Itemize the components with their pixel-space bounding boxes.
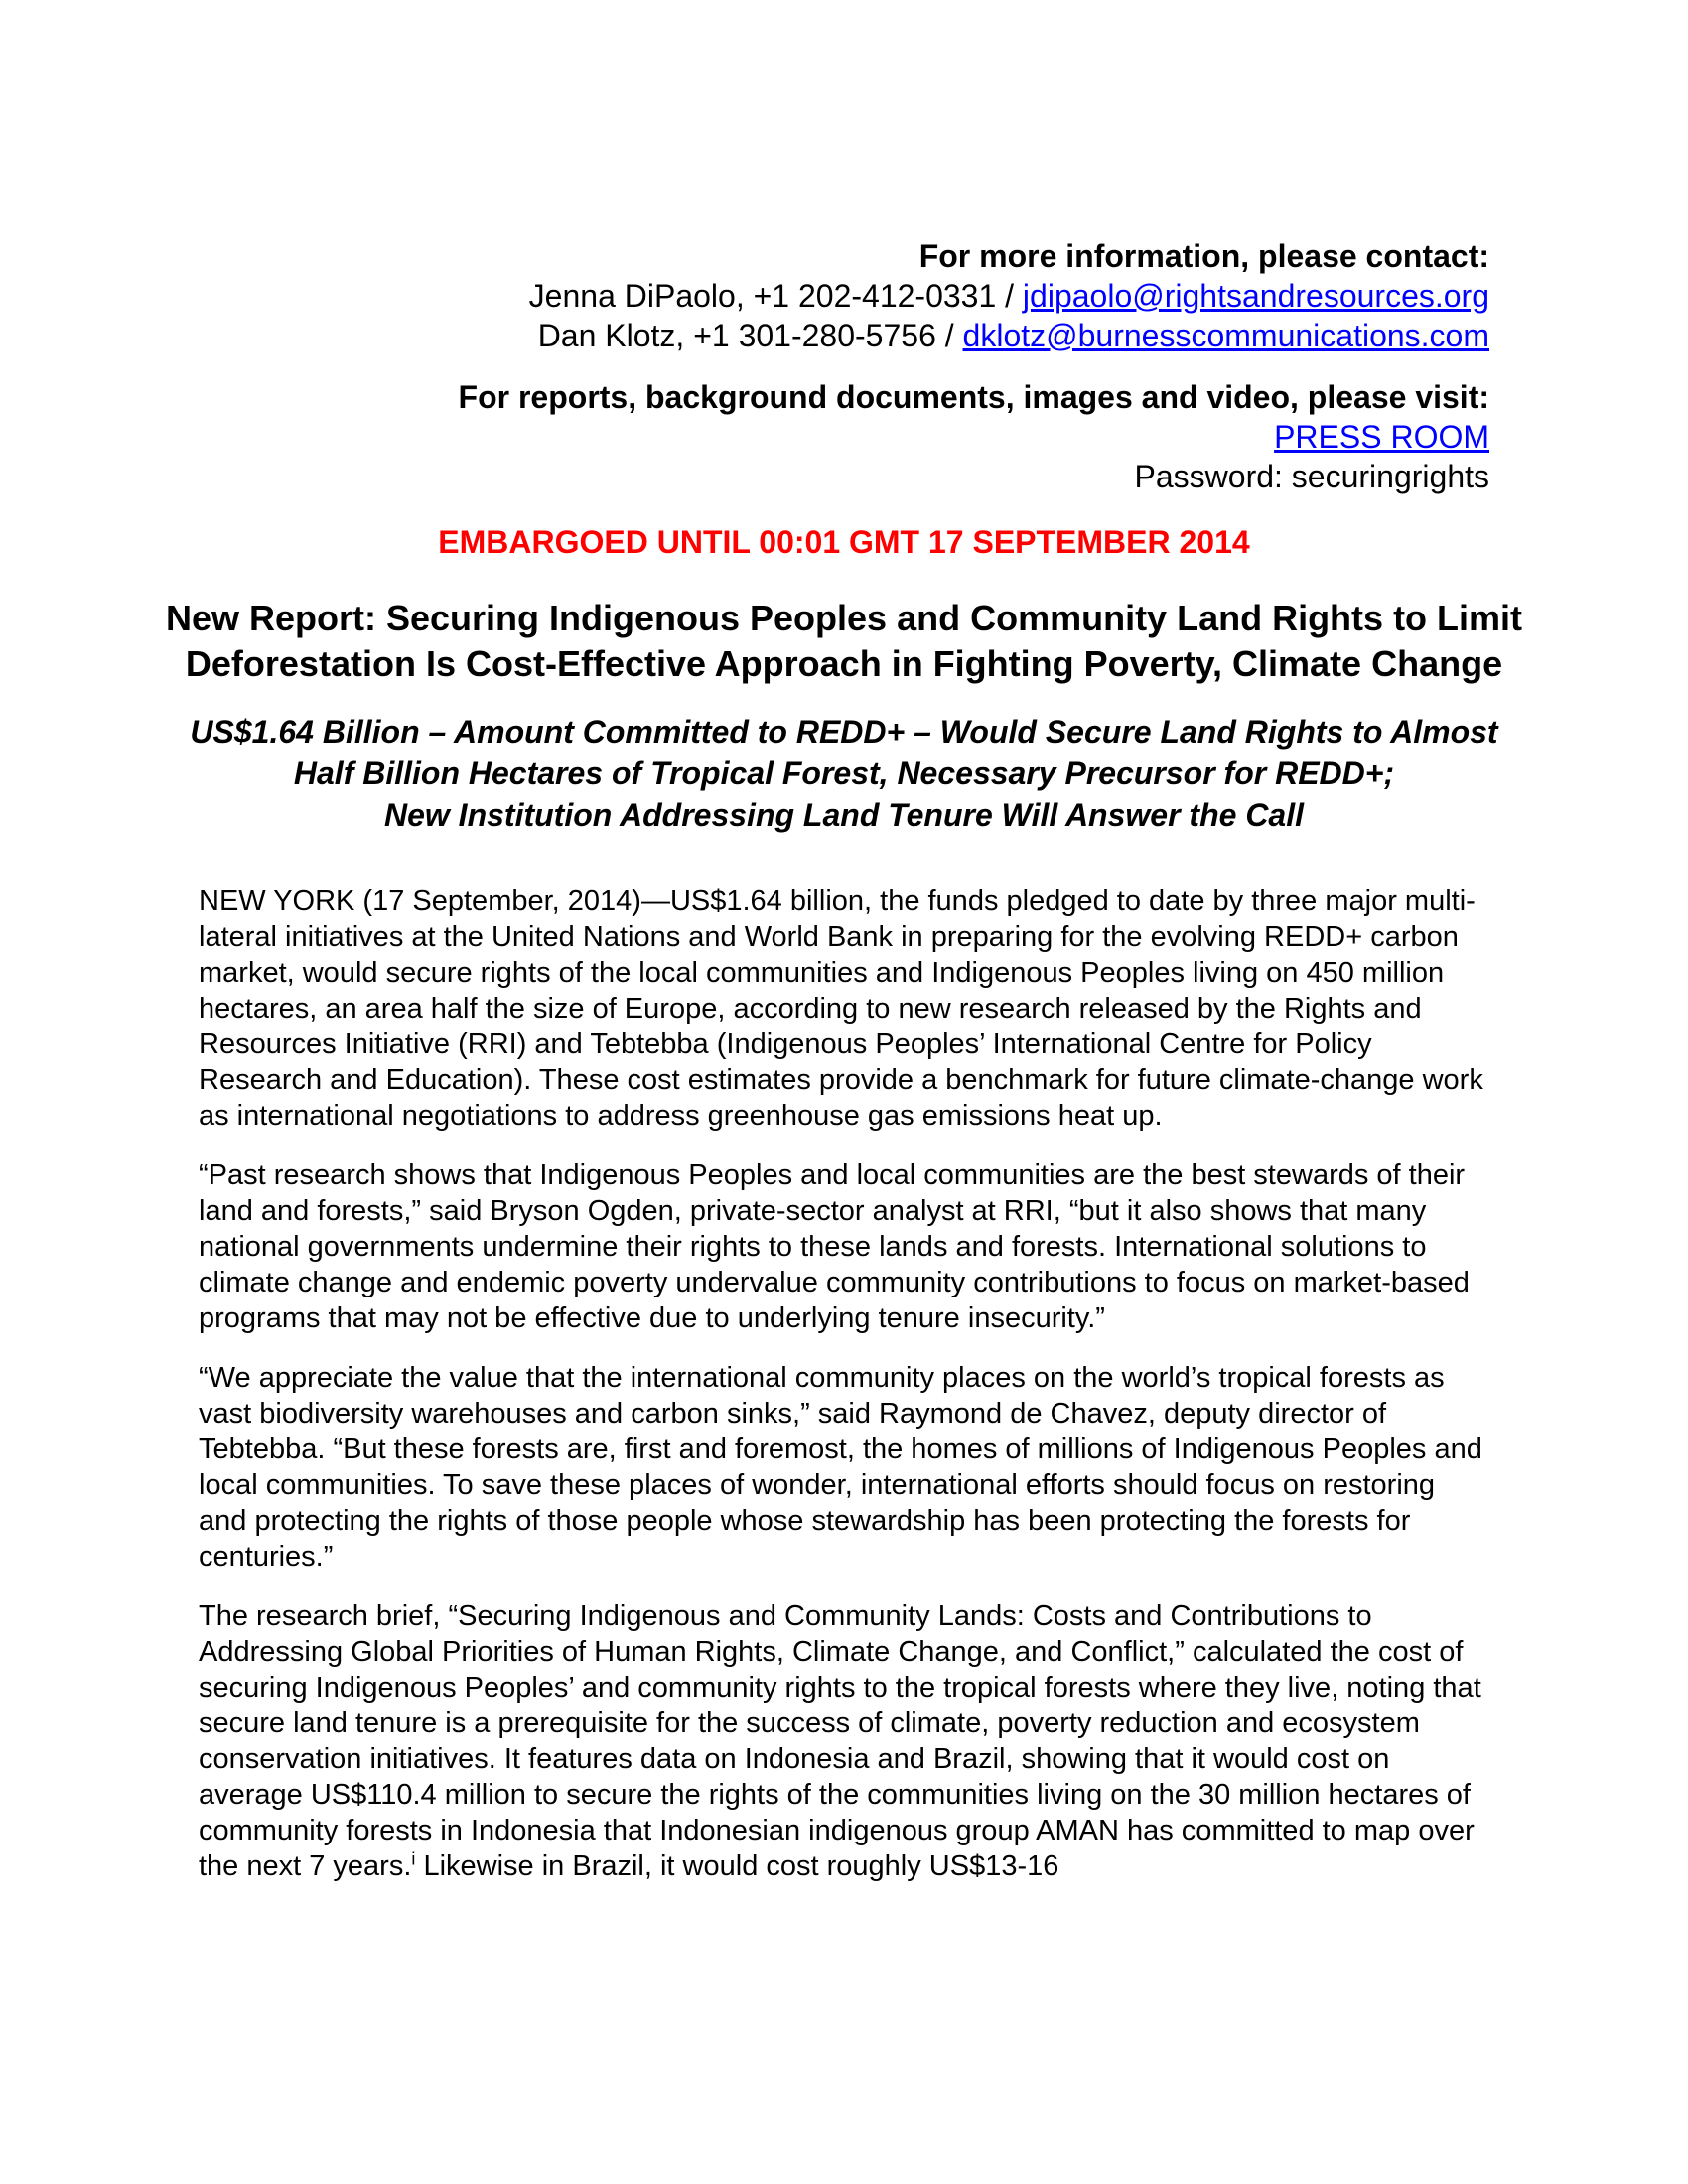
headline-line-1: New Report: Securing Indigenous Peoples and Community Land Rights to Limit [165,598,1523,638]
research-brief-continuation: Likewise in Brazil, it would cost roughly US$13-16 [415,1850,1059,1882]
contact-heading: For more information, please contact: [918,238,1489,274]
paragraph-chavez-quote: “We appreciate the value that the international community places on the world’s tropical forests as vast biodiversity warehouses and carbon sinks,” said Raymond de Chavez, deputy director of Tebtebba. “But these forests are, first and foremost, the homes of millions of Indigenous Peoples and local communities. To save these places of wonder, international efforts should focus on restoring and protecting the rights of those people whose stewardship has been protecting the forests for centuries.” [199,1362,1482,1572]
contact-line-dan [199,316,1489,355]
headline [165,596,1523,687]
research-brief-text: The research brief, “Securing Indigenous and Community Lands: Costs and Contributions to Addressing Global Priorities of Human Rights, Climate Change, and Conflict,” calculated the cost of securing Indigenous Peoples’ and community rights to the tropical forests where they live, noting that secure land tenure is a prerequisite for the success of climate, poverty reduction and ecosystem conservation initiatives. It features data on Indonesia and Brazil, showing that it would cost on average US$110.4 million to secure the rights of the communities living on the 30 million hectares of community forests in Indonesia that Indonesian indigenous group AMAN has committed to map over the next 7 years. [199,1600,1481,1882]
contact-line-jenna [199,276,1489,316]
visit-heading: For reports, background documents, images and video, please visit: [458,379,1489,415]
footnote-marker-i: i [411,1848,416,1869]
contact-dan-email-link[interactable]: dklotz@burnesscommunications.com [962,318,1489,353]
press-room-link[interactable]: PRESS ROOM [1274,419,1489,455]
subheadline [190,711,1498,836]
contact-jenna-text: Jenna DiPaolo, +1 202-412-0331 / [528,278,1023,314]
subheadline-line-2: Half Billion Hectares of Tropical Forest, Necessary Precursor for REDD+; [293,755,1395,791]
headline-line-2: Deforestation Is Cost-Effective Approach in Fighting Poverty, Climate Change [185,643,1503,684]
contact-header [199,236,1489,496]
subheadline-line-1: US$1.64 Billion – Amount Committed to REDD+ – Would Secure Land Rights to Almost [190,714,1498,750]
embargo-notice: EMBARGOED UNTIL 00:01 GMT 17 SEPTEMBER 2014 [438,524,1250,560]
paragraph-research-brief [199,1598,1489,1884]
article-body [199,884,1489,1884]
press-room-line [199,417,1489,457]
subheadline-line-3: New Institution Addressing Land Tenure Will Answer the Call [383,797,1304,833]
paragraph-ogden-quote: “Past research shows that Indigenous Peoples and local communities are the best stewards of their land and forests,” said Bryson Ogden, private-sector analyst at RRI, “but it also shows that many national governments undermine their rights to these lands and forests. International solutions to climate change and endemic poverty undervalue community contributions to focus on market-based programs that may not be effective due to underlying tenure insecurity.” [199,1160,1470,1334]
password-line: Password: securingrights [1134,459,1489,494]
paragraph-dateline: NEW YORK (17 September, 2014)—US$1.64 billion, the funds pledged to date by three major multi-lateral initiatives at the United Nations and World Bank in preparing for the evolving REDD+ carbon market, would secure rights of the local communities and Indigenous Peoples living on 450 million hectares, an area half the size of Europe, according to new research released by the Rights and Resources Initiative (RRI) and Tebtebba (Indigenous Peoples’ International Centre for Policy Research and Education). These cost estimates provide a benchmark for future climate-change work as international negotiations to address greenhouse gas emissions heat up. [199,886,1483,1132]
contact-dan-text: Dan Klotz, +1 301-280-5756 / [537,318,963,353]
contact-jenna-email-link[interactable]: jdipaolo@rightsandresources.org [1022,278,1489,314]
